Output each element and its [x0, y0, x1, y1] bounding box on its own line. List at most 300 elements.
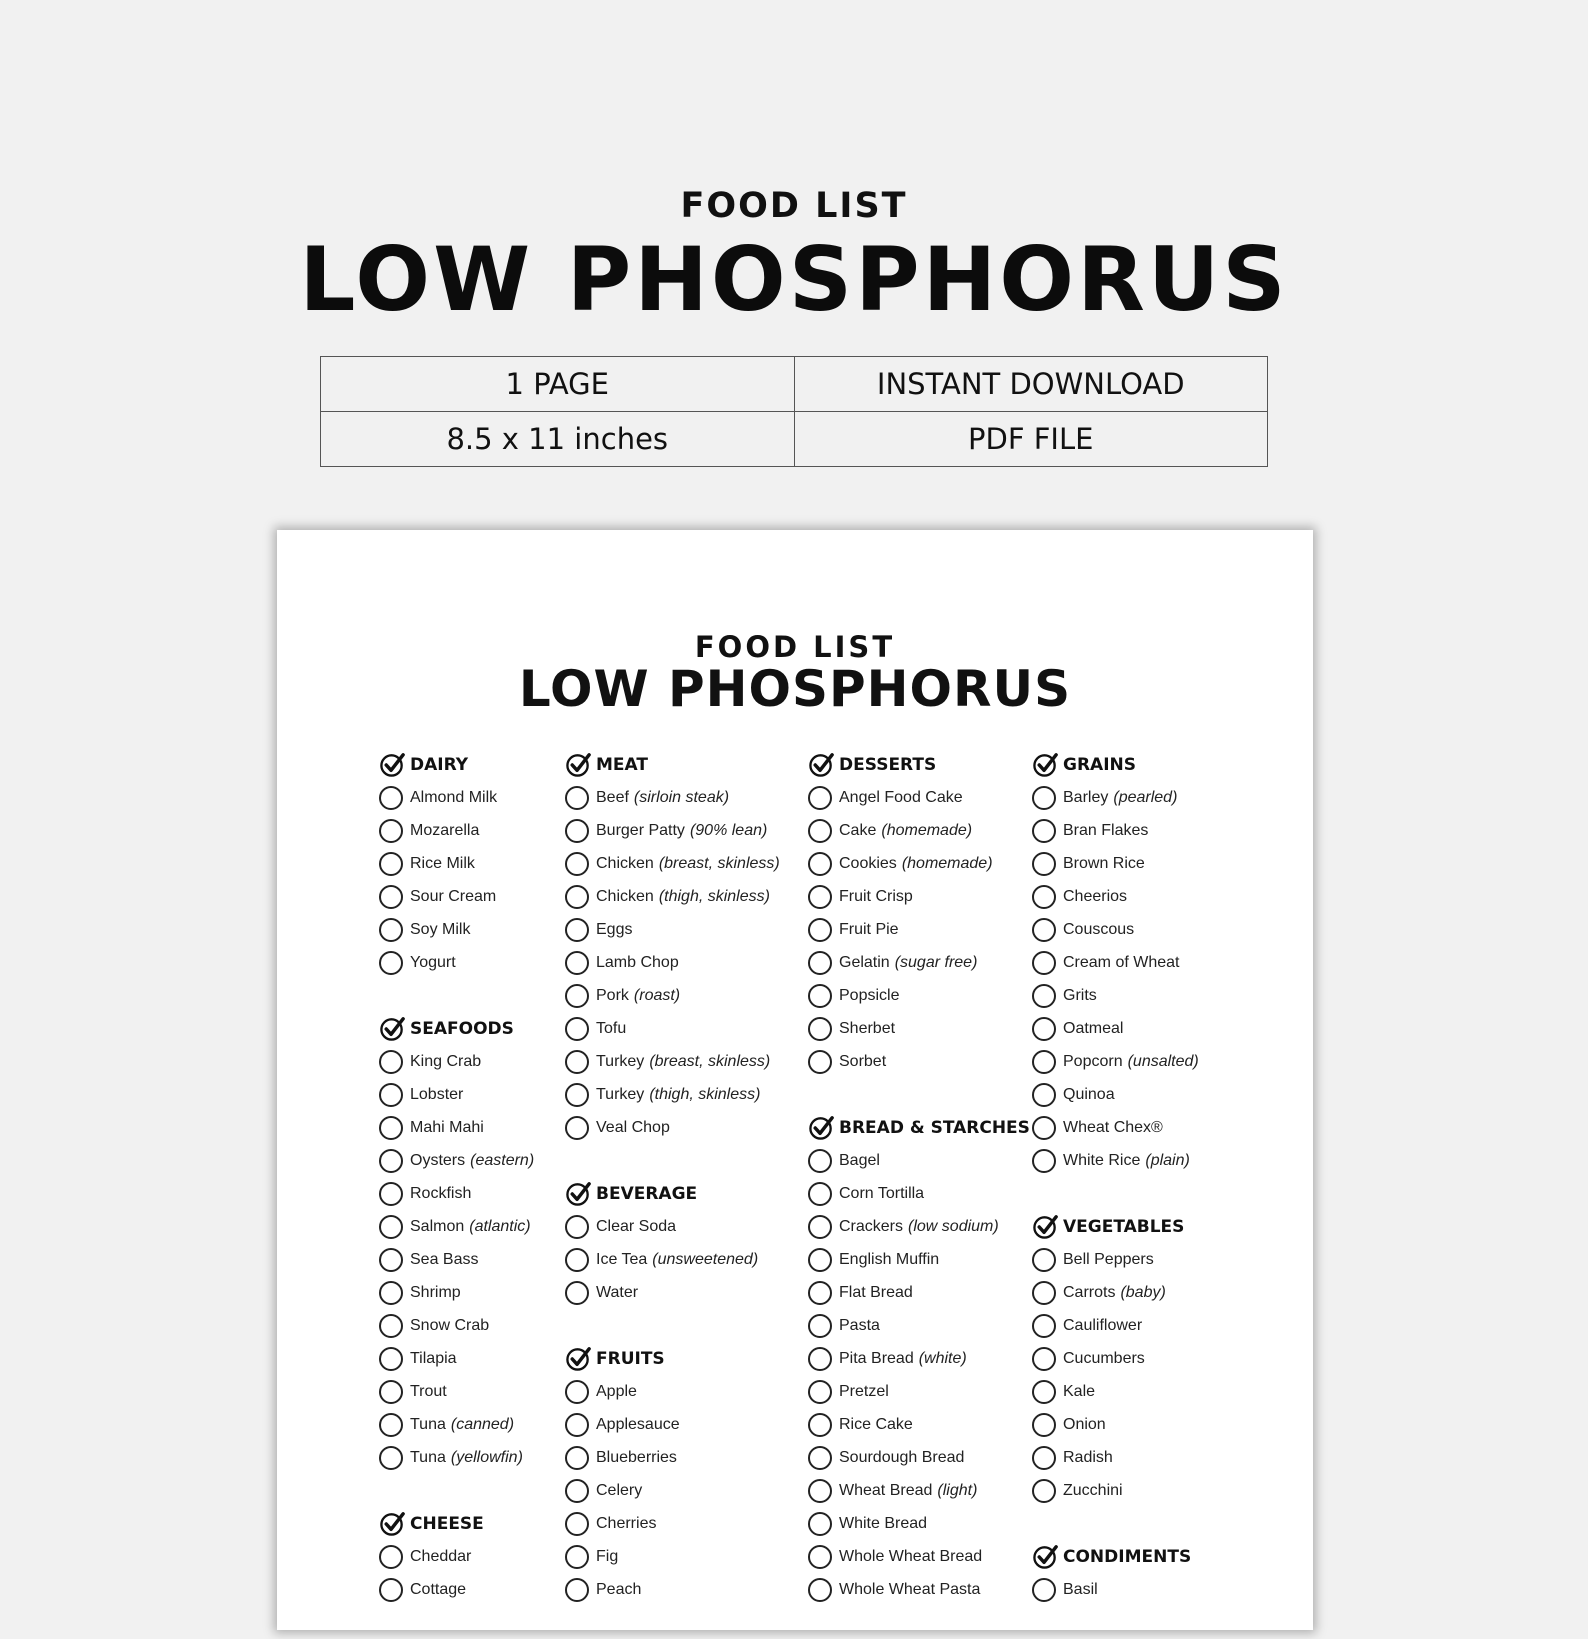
section-header — [379, 1507, 534, 1540]
food-item-name: White Bread — [839, 1514, 928, 1532]
food-item-name: Popsicle — [839, 986, 900, 1004]
checkbox-circle-icon[interactable] — [1032, 1083, 1056, 1107]
food-item[interactable] — [808, 946, 1030, 979]
checkbox-circle-icon[interactable] — [808, 1281, 832, 1305]
checkbox-circle-icon[interactable] — [1032, 1380, 1056, 1404]
food-item[interactable] — [1032, 913, 1199, 946]
food-item-name: Wheat Bread — [839, 1481, 933, 1499]
checkbox-circle-icon[interactable] — [1032, 1116, 1056, 1140]
checkbox-circle-icon[interactable] — [379, 1182, 403, 1206]
food-item[interactable] — [565, 781, 780, 814]
food-item[interactable] — [565, 880, 780, 913]
checkbox-circle-icon[interactable] — [565, 786, 589, 810]
food-item-name: Cauliflower — [1063, 1316, 1143, 1334]
food-item-name: Ice Tea — [596, 1250, 648, 1268]
checkbox-circle-icon[interactable] — [379, 1149, 403, 1173]
food-item[interactable] — [1032, 1276, 1199, 1309]
food-item-name: Lamb Chop — [596, 953, 679, 971]
info-cell-download: INSTANT DOWNLOAD — [794, 357, 1268, 412]
checkbox-circle-icon[interactable] — [1032, 852, 1056, 876]
food-item-name: Soy Milk — [410, 920, 471, 938]
checkbox-circle-icon[interactable] — [808, 1149, 832, 1173]
food-item-name: Zucchini — [1063, 1481, 1123, 1499]
checkbox-circle-icon[interactable] — [379, 1413, 403, 1437]
checkbox-circle-icon[interactable] — [1032, 918, 1056, 942]
food-item[interactable] — [1032, 1045, 1199, 1078]
checkbox-circle-icon[interactable] — [379, 918, 403, 942]
checkbox-circle-icon[interactable] — [1032, 1281, 1056, 1305]
food-item[interactable] — [808, 880, 1030, 913]
checkmark-icon — [379, 1015, 406, 1042]
food-section — [808, 748, 1030, 1078]
checkbox-circle-icon[interactable] — [808, 1182, 832, 1206]
checkbox-circle-icon[interactable] — [379, 951, 403, 975]
checkbox-circle-icon[interactable] — [565, 885, 589, 909]
food-item-name: Turkey — [596, 1052, 645, 1070]
info-cell-size: 8.5 x 11 inches — [321, 412, 795, 467]
checkbox-circle-icon[interactable] — [808, 1017, 832, 1041]
food-item-name: Cherries — [596, 1514, 657, 1532]
checkbox-circle-icon[interactable] — [808, 786, 832, 810]
info-table — [320, 356, 1268, 467]
checkbox-circle-icon[interactable] — [379, 1050, 403, 1074]
food-item[interactable] — [379, 1078, 534, 1111]
food-item-name: Quinoa — [1063, 1085, 1115, 1103]
food-item[interactable] — [565, 1078, 780, 1111]
food-item[interactable] — [808, 1210, 1030, 1243]
food-item[interactable] — [379, 913, 534, 946]
checkbox-circle-icon[interactable] — [808, 1248, 832, 1272]
food-section — [808, 1111, 1030, 1606]
food-section — [379, 748, 534, 979]
food-item[interactable] — [808, 1507, 1030, 1540]
food-item[interactable] — [565, 979, 780, 1012]
checkbox-circle-icon[interactable] — [565, 1017, 589, 1041]
food-item-name: Cheddar — [410, 1547, 472, 1565]
food-item[interactable] — [808, 1342, 1030, 1375]
food-item-name: Gelatin — [839, 953, 890, 971]
food-item-name: Beef — [596, 788, 629, 806]
food-item[interactable] — [565, 847, 780, 880]
food-item-name: Shrimp — [410, 1283, 461, 1301]
food-item-note: (breast, skinless) — [658, 854, 780, 872]
food-item[interactable] — [808, 1441, 1030, 1474]
food-item[interactable] — [565, 946, 780, 979]
checkbox-circle-icon[interactable] — [808, 885, 832, 909]
food-item-name: Fig — [596, 1547, 619, 1565]
hero-title: LOW PHOSPHORUS — [299, 228, 1289, 331]
food-item-name: Barley — [1063, 788, 1109, 806]
checkbox-circle-icon[interactable] — [808, 1446, 832, 1470]
section-title: VEGETABLES — [1063, 1216, 1185, 1237]
checkmark-icon — [379, 1510, 406, 1537]
food-item-name: Grits — [1063, 986, 1097, 1004]
checkbox-circle-icon[interactable] — [379, 885, 403, 909]
food-item-name: Sourdough Bread — [839, 1448, 965, 1466]
checkbox-circle-icon[interactable] — [808, 1314, 832, 1338]
food-item[interactable] — [808, 1573, 1030, 1606]
food-item-name: Couscous — [1063, 920, 1135, 938]
food-item-name: Sorbet — [839, 1052, 887, 1070]
food-item[interactable] — [1032, 1375, 1199, 1408]
checkbox-circle-icon[interactable] — [565, 819, 589, 843]
section-header — [1032, 1210, 1199, 1243]
food-item-note: (white) — [918, 1349, 967, 1367]
food-item[interactable] — [1032, 1408, 1199, 1441]
food-item[interactable] — [379, 1144, 534, 1177]
column-1 — [379, 748, 534, 1639]
food-section — [1032, 748, 1199, 1177]
checkbox-circle-icon[interactable] — [808, 1512, 832, 1536]
food-item[interactable] — [1032, 1111, 1199, 1144]
food-item-note: (sirloin steak) — [633, 788, 730, 806]
checkbox-circle-icon[interactable] — [379, 1314, 403, 1338]
food-item[interactable] — [379, 1045, 534, 1078]
checkbox-circle-icon[interactable] — [379, 1380, 403, 1404]
food-item-name: Cheerios — [1063, 887, 1128, 905]
food-item[interactable] — [565, 913, 780, 946]
food-item-name: Chicken — [596, 854, 654, 872]
checkbox-circle-icon[interactable] — [1032, 1248, 1056, 1272]
food-item[interactable] — [808, 1276, 1030, 1309]
food-item[interactable] — [565, 1408, 780, 1441]
checkbox-circle-icon[interactable] — [565, 1050, 589, 1074]
food-item[interactable] — [808, 1177, 1030, 1210]
checkbox-circle-icon[interactable] — [1032, 885, 1056, 909]
food-item-name: Kale — [1063, 1382, 1096, 1400]
checkbox-circle-icon[interactable] — [1032, 1314, 1056, 1338]
food-item-note: (canned) — [450, 1415, 515, 1433]
checkbox-circle-icon[interactable] — [1032, 1347, 1056, 1371]
checkbox-circle-icon[interactable] — [565, 1545, 589, 1569]
checkbox-circle-icon[interactable] — [808, 918, 832, 942]
section-header — [808, 1111, 1030, 1144]
food-item[interactable] — [379, 1177, 534, 1210]
section-title: FRUITS — [596, 1348, 665, 1369]
column-2 — [565, 748, 780, 1639]
food-item-name: Cottage — [410, 1580, 467, 1598]
checkbox-circle-icon[interactable] — [1032, 1149, 1056, 1173]
checkmark-icon — [808, 1114, 835, 1141]
info-row — [321, 412, 1268, 467]
food-item-name: Cucumbers — [1063, 1349, 1145, 1367]
food-item-name: Angel Food Cake — [839, 788, 963, 806]
checkbox-circle-icon[interactable] — [379, 1578, 403, 1602]
checkbox-circle-icon[interactable] — [808, 819, 832, 843]
food-item[interactable] — [379, 1573, 534, 1606]
checkbox-circle-icon[interactable] — [1032, 951, 1056, 975]
checkbox-circle-icon[interactable] — [379, 1446, 403, 1470]
section-title: CHEESE — [410, 1513, 484, 1534]
food-section — [379, 1507, 534, 1606]
food-item[interactable] — [1032, 1144, 1199, 1177]
food-section — [1032, 1210, 1199, 1507]
food-item[interactable] — [808, 1474, 1030, 1507]
food-item[interactable] — [379, 1540, 534, 1573]
food-item[interactable] — [1032, 946, 1199, 979]
checkbox-circle-icon[interactable] — [808, 1215, 832, 1239]
food-item-name: Fruit Crisp — [839, 887, 913, 905]
food-item[interactable] — [808, 1144, 1030, 1177]
food-item[interactable] — [379, 1375, 534, 1408]
checkbox-circle-icon[interactable] — [808, 1479, 832, 1503]
checkbox-circle-icon[interactable] — [565, 1413, 589, 1437]
sheet-title: LOW PHOSPHORUS — [518, 660, 1072, 718]
food-item-name: Pretzel — [839, 1382, 889, 1400]
section-header — [808, 748, 1030, 781]
checkbox-circle-icon[interactable] — [1032, 984, 1056, 1008]
food-item[interactable] — [379, 1309, 534, 1342]
section-title: BREAD & STARCHES — [839, 1117, 1030, 1138]
food-item[interactable] — [379, 847, 534, 880]
section-title: DESSERTS — [839, 754, 937, 775]
checkbox-circle-icon[interactable] — [565, 1479, 589, 1503]
food-item-name: Turkey — [596, 1085, 645, 1103]
food-item[interactable] — [808, 781, 1030, 814]
food-item-note: (eastern) — [470, 1151, 535, 1169]
column-4 — [1032, 748, 1199, 1639]
section-header — [565, 1342, 780, 1375]
food-item[interactable] — [1032, 1243, 1199, 1276]
food-item-name: Brown Rice — [1063, 854, 1145, 872]
column-3 — [808, 748, 1030, 1639]
food-item-name: Flat Bread — [839, 1283, 913, 1301]
section-header — [1032, 1540, 1199, 1573]
food-item[interactable] — [379, 1342, 534, 1375]
food-item-name: Chicken — [596, 887, 654, 905]
food-item-name: Yogurt — [410, 953, 456, 971]
food-item-name: English Muffin — [839, 1250, 940, 1268]
section-header — [565, 748, 780, 781]
food-item-note: (homemade) — [901, 854, 993, 872]
food-section — [565, 1342, 780, 1606]
food-item[interactable] — [1032, 1441, 1199, 1474]
food-item[interactable] — [379, 814, 534, 847]
food-item[interactable] — [808, 814, 1030, 847]
checkbox-circle-icon[interactable] — [565, 918, 589, 942]
food-item-note: (homemade) — [881, 821, 973, 839]
checkbox-circle-icon[interactable] — [565, 1248, 589, 1272]
food-item-note: (plain) — [1145, 1151, 1190, 1169]
checkbox-circle-icon[interactable] — [379, 1347, 403, 1371]
food-item[interactable] — [808, 1540, 1030, 1573]
food-item-note: (breast, skinless) — [649, 1052, 771, 1070]
food-item-name: Oatmeal — [1063, 1019, 1124, 1037]
food-item-note: (unsalted) — [1127, 1052, 1199, 1070]
food-item[interactable] — [565, 1441, 780, 1474]
food-item-name: Sherbet — [839, 1019, 896, 1037]
checkbox-circle-icon[interactable] — [565, 1281, 589, 1305]
checkbox-circle-icon[interactable] — [379, 1545, 403, 1569]
checkbox-circle-icon[interactable] — [1032, 1446, 1056, 1470]
checkmark-icon — [379, 751, 406, 778]
checkbox-circle-icon[interactable] — [565, 1380, 589, 1404]
food-item[interactable] — [379, 1243, 534, 1276]
food-item-name: Apple — [596, 1382, 637, 1400]
checkbox-circle-icon[interactable] — [808, 1050, 832, 1074]
food-item[interactable] — [379, 1210, 534, 1243]
food-item-name: White Rice — [1063, 1151, 1141, 1169]
food-item-name: Crackers — [839, 1217, 904, 1235]
food-item-name: Popcorn — [1063, 1052, 1123, 1070]
food-item-name: Applesauce — [596, 1415, 680, 1433]
checkbox-circle-icon[interactable] — [379, 1215, 403, 1239]
section-title: SEAFOODS — [410, 1018, 514, 1039]
checkbox-circle-icon[interactable] — [808, 1578, 832, 1602]
checkbox-circle-icon[interactable] — [808, 1380, 832, 1404]
food-item[interactable] — [808, 1045, 1030, 1078]
food-item-name: Water — [596, 1283, 639, 1301]
food-item[interactable] — [379, 1441, 534, 1474]
food-item-name: Basil — [1063, 1580, 1098, 1598]
food-item[interactable] — [379, 781, 534, 814]
food-item[interactable] — [808, 1243, 1030, 1276]
food-item-name: Rice Cake — [839, 1415, 913, 1433]
food-item-note: (atlantic) — [469, 1217, 531, 1235]
food-item-name: Whole Wheat Pasta — [839, 1580, 981, 1598]
checkbox-circle-icon[interactable] — [379, 1248, 403, 1272]
food-item-name: Radish — [1063, 1448, 1113, 1466]
food-item[interactable] — [808, 1012, 1030, 1045]
food-item-name: Mahi Mahi — [410, 1118, 484, 1136]
checkbox-circle-icon[interactable] — [379, 1281, 403, 1305]
checkbox-circle-icon[interactable] — [565, 951, 589, 975]
checkbox-circle-icon[interactable] — [565, 1512, 589, 1536]
checkbox-circle-icon[interactable] — [808, 1347, 832, 1371]
food-item-name: Onion — [1063, 1415, 1106, 1433]
food-item[interactable] — [565, 1573, 780, 1606]
food-item-note: (low sodium) — [908, 1217, 999, 1235]
section-title: CONDIMENTS — [1063, 1546, 1192, 1567]
food-item-name: Pita Bread — [839, 1349, 914, 1367]
checkbox-circle-icon[interactable] — [565, 1578, 589, 1602]
food-item[interactable] — [808, 913, 1030, 946]
food-item[interactable] — [1032, 1474, 1199, 1507]
checkbox-circle-icon[interactable] — [1032, 1413, 1056, 1437]
food-item[interactable] — [379, 946, 534, 979]
food-item[interactable] — [808, 847, 1030, 880]
food-item[interactable] — [565, 1012, 780, 1045]
checkbox-circle-icon[interactable] — [379, 786, 403, 810]
checkbox-circle-icon[interactable] — [565, 852, 589, 876]
food-item-name: Sour Cream — [410, 887, 497, 905]
food-item-note: (thigh, skinless) — [649, 1085, 761, 1103]
food-item[interactable] — [808, 1408, 1030, 1441]
food-item[interactable] — [565, 1375, 780, 1408]
checkbox-circle-icon[interactable] — [565, 984, 589, 1008]
food-item-name: Pork — [596, 986, 629, 1004]
food-item[interactable] — [565, 1210, 780, 1243]
food-item[interactable] — [1032, 847, 1199, 880]
food-item[interactable] — [1032, 814, 1199, 847]
food-section — [565, 748, 780, 1144]
info-cell-format: PDF FILE — [794, 412, 1268, 467]
checkbox-circle-icon[interactable] — [565, 1215, 589, 1239]
food-item[interactable] — [1032, 979, 1199, 1012]
food-item[interactable] — [1032, 781, 1199, 814]
food-item-name: Eggs — [596, 920, 633, 938]
food-item-name: Blueberries — [596, 1448, 677, 1466]
checkbox-circle-icon[interactable] — [808, 984, 832, 1008]
food-item[interactable] — [565, 1276, 780, 1309]
checkmark-icon — [565, 751, 592, 778]
food-item-name: Carrots — [1063, 1283, 1116, 1301]
food-item[interactable] — [565, 1474, 780, 1507]
checkbox-circle-icon[interactable] — [379, 819, 403, 843]
checkbox-circle-icon[interactable] — [1032, 1578, 1056, 1602]
food-item[interactable] — [379, 1276, 534, 1309]
food-item-name: Tilapia — [410, 1349, 457, 1367]
checkmark-icon — [565, 1345, 592, 1372]
checkbox-circle-icon[interactable] — [808, 951, 832, 975]
food-item-name: Veal Chop — [596, 1118, 670, 1136]
checkbox-circle-icon[interactable] — [379, 1083, 403, 1107]
food-item-name: Snow Crab — [410, 1316, 490, 1334]
food-item[interactable] — [565, 1045, 780, 1078]
checkbox-circle-icon[interactable] — [1032, 786, 1056, 810]
food-item[interactable] — [565, 1540, 780, 1573]
food-item-name: Cream of Wheat — [1063, 953, 1180, 971]
food-item-name: Tuna — [410, 1415, 446, 1433]
food-section — [1032, 1540, 1199, 1606]
food-item[interactable] — [1032, 1078, 1199, 1111]
food-item-note: (sugar free) — [894, 953, 978, 971]
checkbox-circle-icon[interactable] — [379, 1116, 403, 1140]
food-item[interactable] — [1032, 1012, 1199, 1045]
checkmark-icon — [808, 751, 835, 778]
food-item-name: Cookies — [839, 854, 897, 872]
food-item-name: Lobster — [410, 1085, 464, 1103]
section-title: MEAT — [596, 754, 648, 775]
food-item[interactable] — [565, 1243, 780, 1276]
checkbox-circle-icon[interactable] — [808, 1413, 832, 1437]
checkbox-circle-icon[interactable] — [1032, 819, 1056, 843]
checkbox-circle-icon[interactable] — [808, 1545, 832, 1569]
food-item[interactable] — [1032, 1573, 1199, 1606]
checkbox-circle-icon[interactable] — [1032, 1479, 1056, 1503]
checkbox-circle-icon[interactable] — [1032, 1017, 1056, 1041]
food-item[interactable] — [1032, 880, 1199, 913]
food-item[interactable] — [565, 814, 780, 847]
food-item-note: (baby) — [1120, 1283, 1166, 1301]
food-item-name: Burger Patty — [596, 821, 685, 839]
food-item[interactable] — [1032, 1309, 1199, 1342]
preview-sheet — [277, 530, 1313, 1630]
food-item-name: Corn Tortilla — [839, 1184, 925, 1202]
food-item[interactable] — [565, 1111, 780, 1144]
checkbox-circle-icon[interactable] — [565, 1083, 589, 1107]
food-item-name: Rockfish — [410, 1184, 472, 1202]
food-item[interactable] — [379, 1408, 534, 1441]
checkbox-circle-icon[interactable] — [808, 852, 832, 876]
checkbox-circle-icon[interactable] — [565, 1446, 589, 1470]
checkbox-circle-icon[interactable] — [379, 852, 403, 876]
food-item[interactable] — [1032, 1342, 1199, 1375]
food-item[interactable] — [379, 1111, 534, 1144]
food-item[interactable] — [808, 1375, 1030, 1408]
checkbox-circle-icon[interactable] — [1032, 1050, 1056, 1074]
section-header — [565, 1177, 780, 1210]
food-item[interactable] — [808, 1309, 1030, 1342]
checkbox-circle-icon[interactable] — [565, 1116, 589, 1140]
food-item-note: (light) — [937, 1481, 978, 1499]
food-item[interactable] — [565, 1507, 780, 1540]
food-section — [379, 1012, 534, 1474]
food-item[interactable] — [379, 880, 534, 913]
food-item[interactable] — [808, 979, 1030, 1012]
food-item-name: Mozarella — [410, 821, 480, 839]
sheet-kicker: FOOD LIST — [694, 630, 896, 664]
